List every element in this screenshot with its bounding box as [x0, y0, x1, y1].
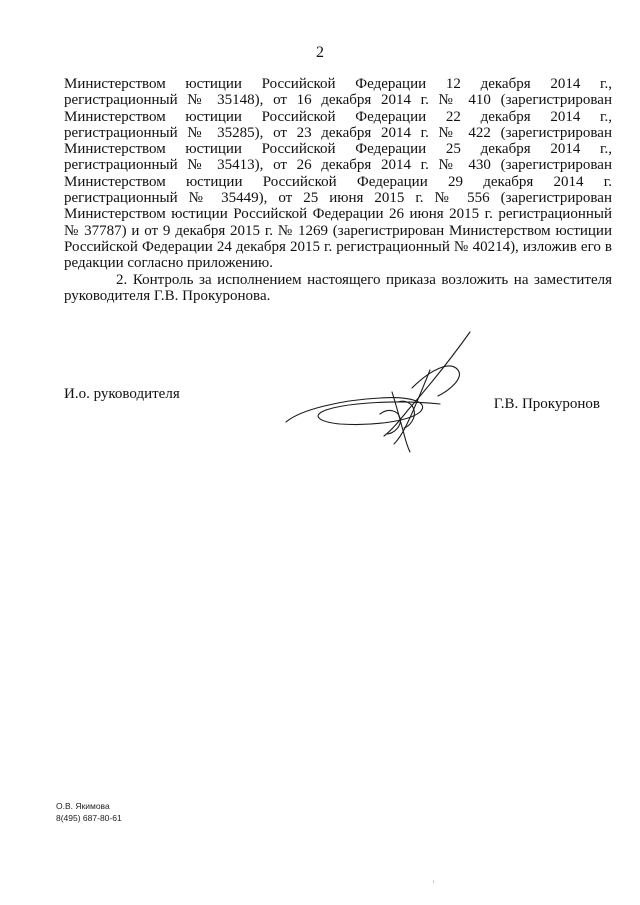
scan-speck [433, 880, 434, 883]
page-number: 2 [316, 44, 324, 61]
signatory-position: И.о. руководителя [64, 386, 180, 402]
handwritten-signature-icon [280, 330, 490, 460]
executor-name: О.В. Якимова [56, 801, 110, 811]
executor-phone: 8(495) 687-80-61 [56, 813, 122, 823]
executor-info [56, 800, 122, 824]
signatory-name: Г.В. Прокуронов [493, 396, 600, 412]
paragraph-control-assignment: 2. Контроль за исполнением настоящего приказа возложить на заместителя руководителя Г.В. Прокуронова. [64, 271, 612, 304]
paragraph-amendments-list: Министерством юстиции Российской Федерации 12 декабря 2014 г., регистрационный № 35148), от 16 декабря 2014 г. № 410 (зарегистрирован Министерством юстиции Российской Федерации 22 декабря 2014 г., регистрационный № 35285), от 23 декабря 2014 г. № 422 (зарегистрирован Министерством юстиции Российской Федерации 25 декабря 2014 г., регистрационный № 35413), от 26 декабря 2014 г. № 430 (зарегистрирован Министерством юстиции Российской Федерации 29 декабря 2014 г. регистрационный № 35449), от 25 июня 2015 г. № 556 (зарегистрирован Министерством юстиции Российской Федерации 26 июня 2015 г. регистрационный № 37787) и от 9 декабря 2015 г. № 1269 (зарегистрирован Министерством юстиции Российской Федерации 24 декабря 2015 г. регистрационный № 40214), изложив его в редакции согласно приложению. [64, 76, 612, 272]
document-body [64, 76, 612, 304]
